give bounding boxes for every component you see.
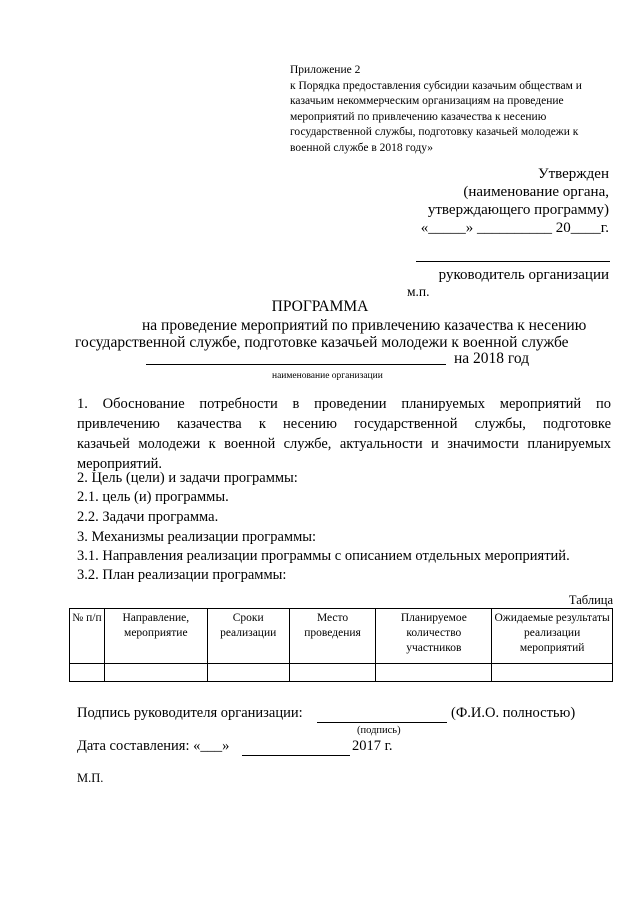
section-2-2: 2.2. Задачи программа. bbox=[77, 509, 219, 525]
org-name-caption: наименование организации bbox=[272, 371, 383, 381]
appendix-line: к Порядка предоставления субсидии казачьим обществам и bbox=[290, 79, 582, 92]
program-year: на 2018 год bbox=[454, 350, 530, 367]
signature-stamp: М.П. bbox=[77, 771, 104, 785]
section-3-heading: 3. Механизмы реализации программы: bbox=[77, 529, 317, 545]
table-header-cell: Ожидаемые результаты реализации мероприятий bbox=[492, 609, 613, 664]
table-header-cell: Направление, мероприятие bbox=[104, 609, 207, 664]
table-cell bbox=[70, 664, 105, 682]
table-cell bbox=[207, 664, 289, 682]
table-header-cell: № п/п bbox=[70, 609, 105, 664]
org-name-line bbox=[146, 364, 446, 365]
section-1-line: казачьей молодежи к военной службе, актуальности и значимости планируемых bbox=[77, 436, 611, 452]
approved-label: Утвержден bbox=[537, 166, 609, 182]
table-cell bbox=[104, 664, 207, 682]
fio-label: (Ф.И.О. полностью) bbox=[451, 705, 576, 721]
signature-caption: (подпись) bbox=[357, 725, 401, 736]
head-label: руководитель организации bbox=[438, 267, 609, 283]
date-line bbox=[242, 755, 350, 756]
table-header-cell: Сроки реализации bbox=[207, 609, 289, 664]
approval-date-line: «_____» __________ 20____г. bbox=[420, 220, 609, 236]
appendix-line: военной службе в 2018 году» bbox=[290, 141, 434, 154]
table-caption: Таблица bbox=[568, 593, 613, 607]
section-2-heading: 2. Цель (цели) и задачи программы: bbox=[77, 470, 298, 486]
section-1-line: мероприятий. bbox=[77, 456, 163, 472]
table-cell bbox=[492, 664, 613, 682]
section-1-line: привлечению казачества к несению государственной службы, подготовке bbox=[77, 416, 611, 432]
appendix-line: государственной службы, подготовку казачьей молодежи к bbox=[290, 126, 579, 138]
date-year: 2017 г. bbox=[352, 738, 393, 754]
appendix-line: Приложение 2 bbox=[290, 64, 361, 76]
section-1 bbox=[77, 394, 611, 474]
program-subtitle-2: государственной службе, подготовке казачьей молодежи к военной службе bbox=[75, 334, 569, 351]
signature-label: Подпись руководителя организации: bbox=[77, 705, 303, 721]
appendix-header bbox=[290, 63, 625, 156]
section-2-1: 2.1. цель (и) программы. bbox=[77, 489, 229, 505]
date-label: Дата составления: «___» bbox=[77, 738, 230, 754]
plan-table bbox=[69, 608, 613, 682]
approving-body-caption: (наименование органа, bbox=[463, 184, 609, 200]
section-1-line: 1. Обоснование потребности в проведении планируемых мероприятий по bbox=[77, 396, 611, 412]
table-header-cell: Планируемое количество участников bbox=[376, 609, 492, 664]
table-row bbox=[70, 664, 613, 682]
section-3-2: 3.2. План реализации программы: bbox=[77, 567, 287, 583]
signature-line bbox=[317, 722, 447, 723]
head-signature-line bbox=[416, 261, 610, 262]
table-header-row bbox=[70, 609, 613, 664]
program-title: ПРОГРАММА bbox=[271, 298, 369, 315]
table-cell bbox=[289, 664, 376, 682]
table-header-cell: Место проведения bbox=[289, 609, 376, 664]
program-subtitle-1: на проведение мероприятий по привлечению казачества к несению bbox=[142, 317, 587, 334]
approving-body-caption-2: утверждающего программу) bbox=[427, 202, 609, 218]
section-3-1: 3.1. Направления реализации программы с описанием отдельных мероприятий. bbox=[77, 548, 570, 564]
table-cell bbox=[376, 664, 492, 682]
appendix-line: мероприятий по привлечению казачества к несению bbox=[290, 110, 547, 123]
approval-stamp: м.п. bbox=[407, 284, 430, 299]
appendix-line: казачьим некоммерческим организациям на проведение bbox=[290, 95, 564, 107]
